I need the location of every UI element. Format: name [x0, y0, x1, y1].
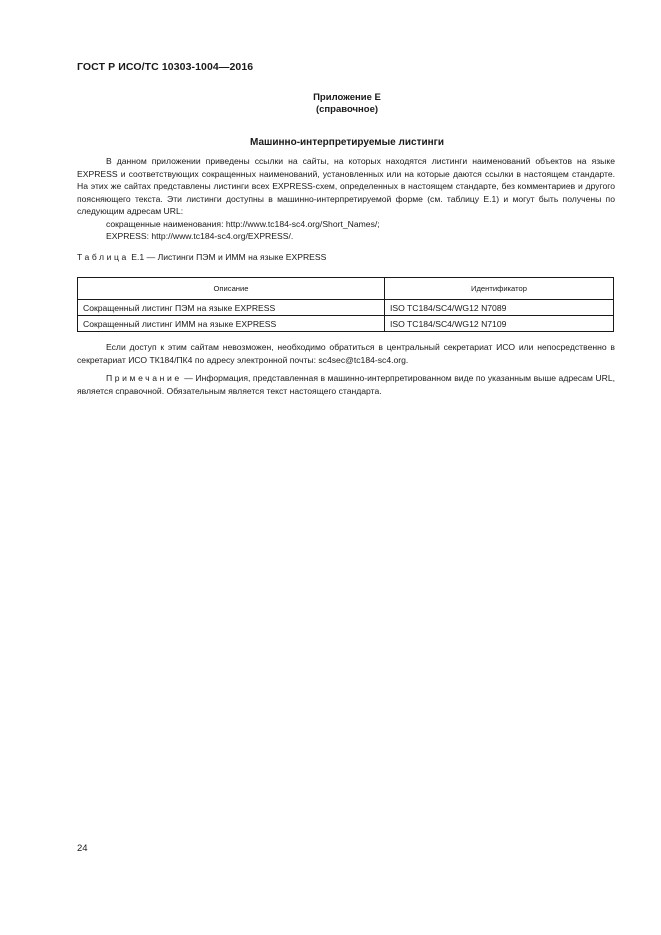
- page-number: 24: [77, 843, 88, 854]
- table-row: [78, 300, 614, 316]
- intro-paragraph: В данном приложении приведены ссылки на сайты, на которых находятся листинги наименований объектов на языке EXPRESS и соответствующих сокращенных наименований, установленных или на которые даются ссылки в настоящем стандарте. На этих же сайтах представлены листинги всех EXPRESS-схем, определенных в настоящем стандарте, без комментариев и другого поясняющего текста. Эти листинги доступны в машинно-интерпретируемой форме (см. таблицу Е.1) и могут быть получены по следующим адресам URL:: [77, 156, 615, 216]
- appendix-title: Приложение Е: [313, 92, 381, 103]
- short-names-url: сокращенные наименования: http://www.tc184-sc4.org/Short_Names/;: [106, 218, 380, 229]
- appendix-heading: [0, 92, 661, 116]
- section-title: Машинно-интерпретируемые листинги: [250, 137, 444, 148]
- appendix-subtitle: (справочное): [315, 104, 379, 115]
- note-label: Примечание: [106, 373, 182, 383]
- note-paragraph: [77, 372, 615, 397]
- table-header-row: [78, 278, 614, 300]
- column-header-identifier: Идентификатор: [385, 278, 614, 300]
- table-cell-identifier: ISO TC184/SC4/WG12 N7109: [385, 316, 614, 332]
- intro-block: [77, 155, 615, 243]
- listings-table: [77, 277, 614, 332]
- table-cell-description: Сокращенный листинг ПЭМ на языке EXPRESS: [78, 300, 385, 316]
- note-text: — Информация, представленная в машинно-интерпретированном виде по указанным выше адресам URL, является справочной. Обязательным является текст настоящего стандарта.: [77, 373, 615, 396]
- table-cell-identifier: ISO TC184/SC4/WG12 N7089: [385, 300, 614, 316]
- table-caption-label: Таблица: [77, 252, 129, 262]
- column-header-description: Описание: [78, 278, 385, 300]
- standard-header: ГОСТ Р ИСО/ТС 10303-1004—2016: [77, 61, 254, 73]
- table-cell-description: Сокращенный листинг ИММ на языке EXPRESS: [78, 316, 385, 332]
- table-caption-text: Е.1 — Листинги ПЭМ и ИММ на языке EXPRESS: [131, 252, 327, 262]
- express-url: EXPRESS: http://www.tc184-sc4.org/EXPRESS/.: [106, 231, 294, 241]
- contact-paragraph: Если доступ к этим сайтам невозможен, необходимо обратиться в центральный секретариат ИСО или непосредственно в секретариат ИСО ТК184/ПК4 по адресу электронной почты: sc4sec@tc184-sc4.org.: [77, 342, 615, 365]
- table-caption: [77, 252, 326, 262]
- after-table-block: [77, 341, 615, 397]
- table-row: [78, 316, 614, 332]
